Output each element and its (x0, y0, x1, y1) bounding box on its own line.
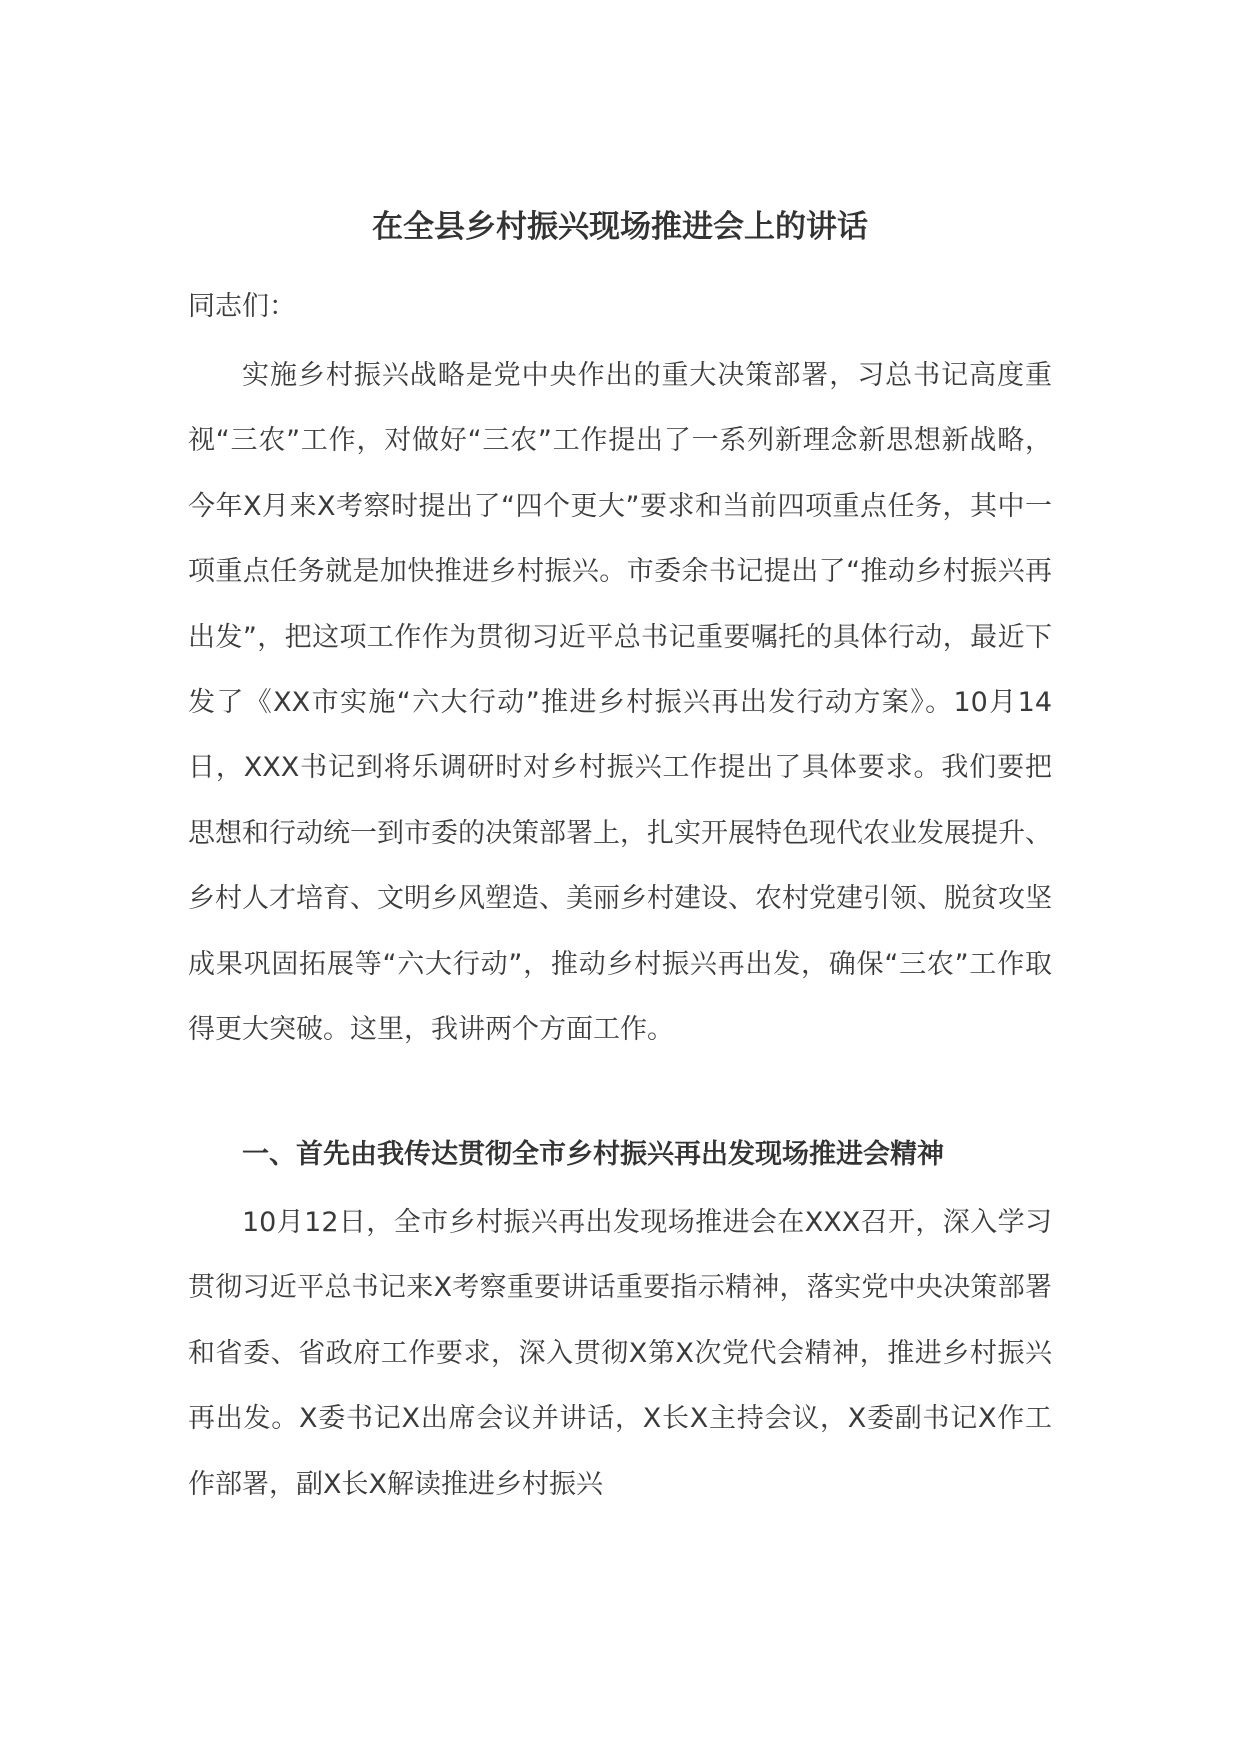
paragraph-intro: 实施乡村振兴战略是党中央作出的重大决策部署，习总书记高度重视“三农”工作，对做好“三农”工作提出了一系列新理念新思想新战略，今年X月来X考察时提出了“四个更大”要求和当前四项重点任务，其中一项重点任务就是加快推进乡村振兴。市委余书记提出了“推动乡村振兴再出发”，把这项工作作为贯彻习近平总书记重要嘱托的具体行动，最近下发了《XX市实施“六大行动”推进乡村振兴再出发行动方案》。10月14日，XXX书记到将乐调研时对乡村振兴工作提出了具体要求。我们要把思想和行动统一到市委的决策部署上，扎实开展特色现代农业发展提升、乡村人才培育、文明乡风塑造、美丽乡村建设、农村党建引领、脱贫攻坚成果巩固拓展等“六大行动”，推动乡村振兴再出发，确保“三农”工作取得更大突破。这里，我讲两个方面工作。 (188, 360, 1052, 1046)
section-heading-1: 一、首先由我传达贯彻全市乡村振兴再出发现场推进会精神 (242, 1139, 944, 1170)
paragraph-section-1: 10月12日，全市乡村振兴再出发现场推进会在XXX召开，深入学习贯彻习近平总书记来X考察重要讲话重要指示精神，落实党中央决策部署和省委、省政府工作要求，深入贯彻X第X次党代会精神，推进乡村振兴再出发。X委书记X出席会议并讲话，X长X主持会议，X委副书记X作工作部署，副X长X解读推进乡村振兴 (188, 1207, 1052, 1500)
document-title: 在全县乡村振兴现场推进会上的讲话 (372, 209, 868, 245)
salutation: 同志们： (188, 291, 296, 322)
